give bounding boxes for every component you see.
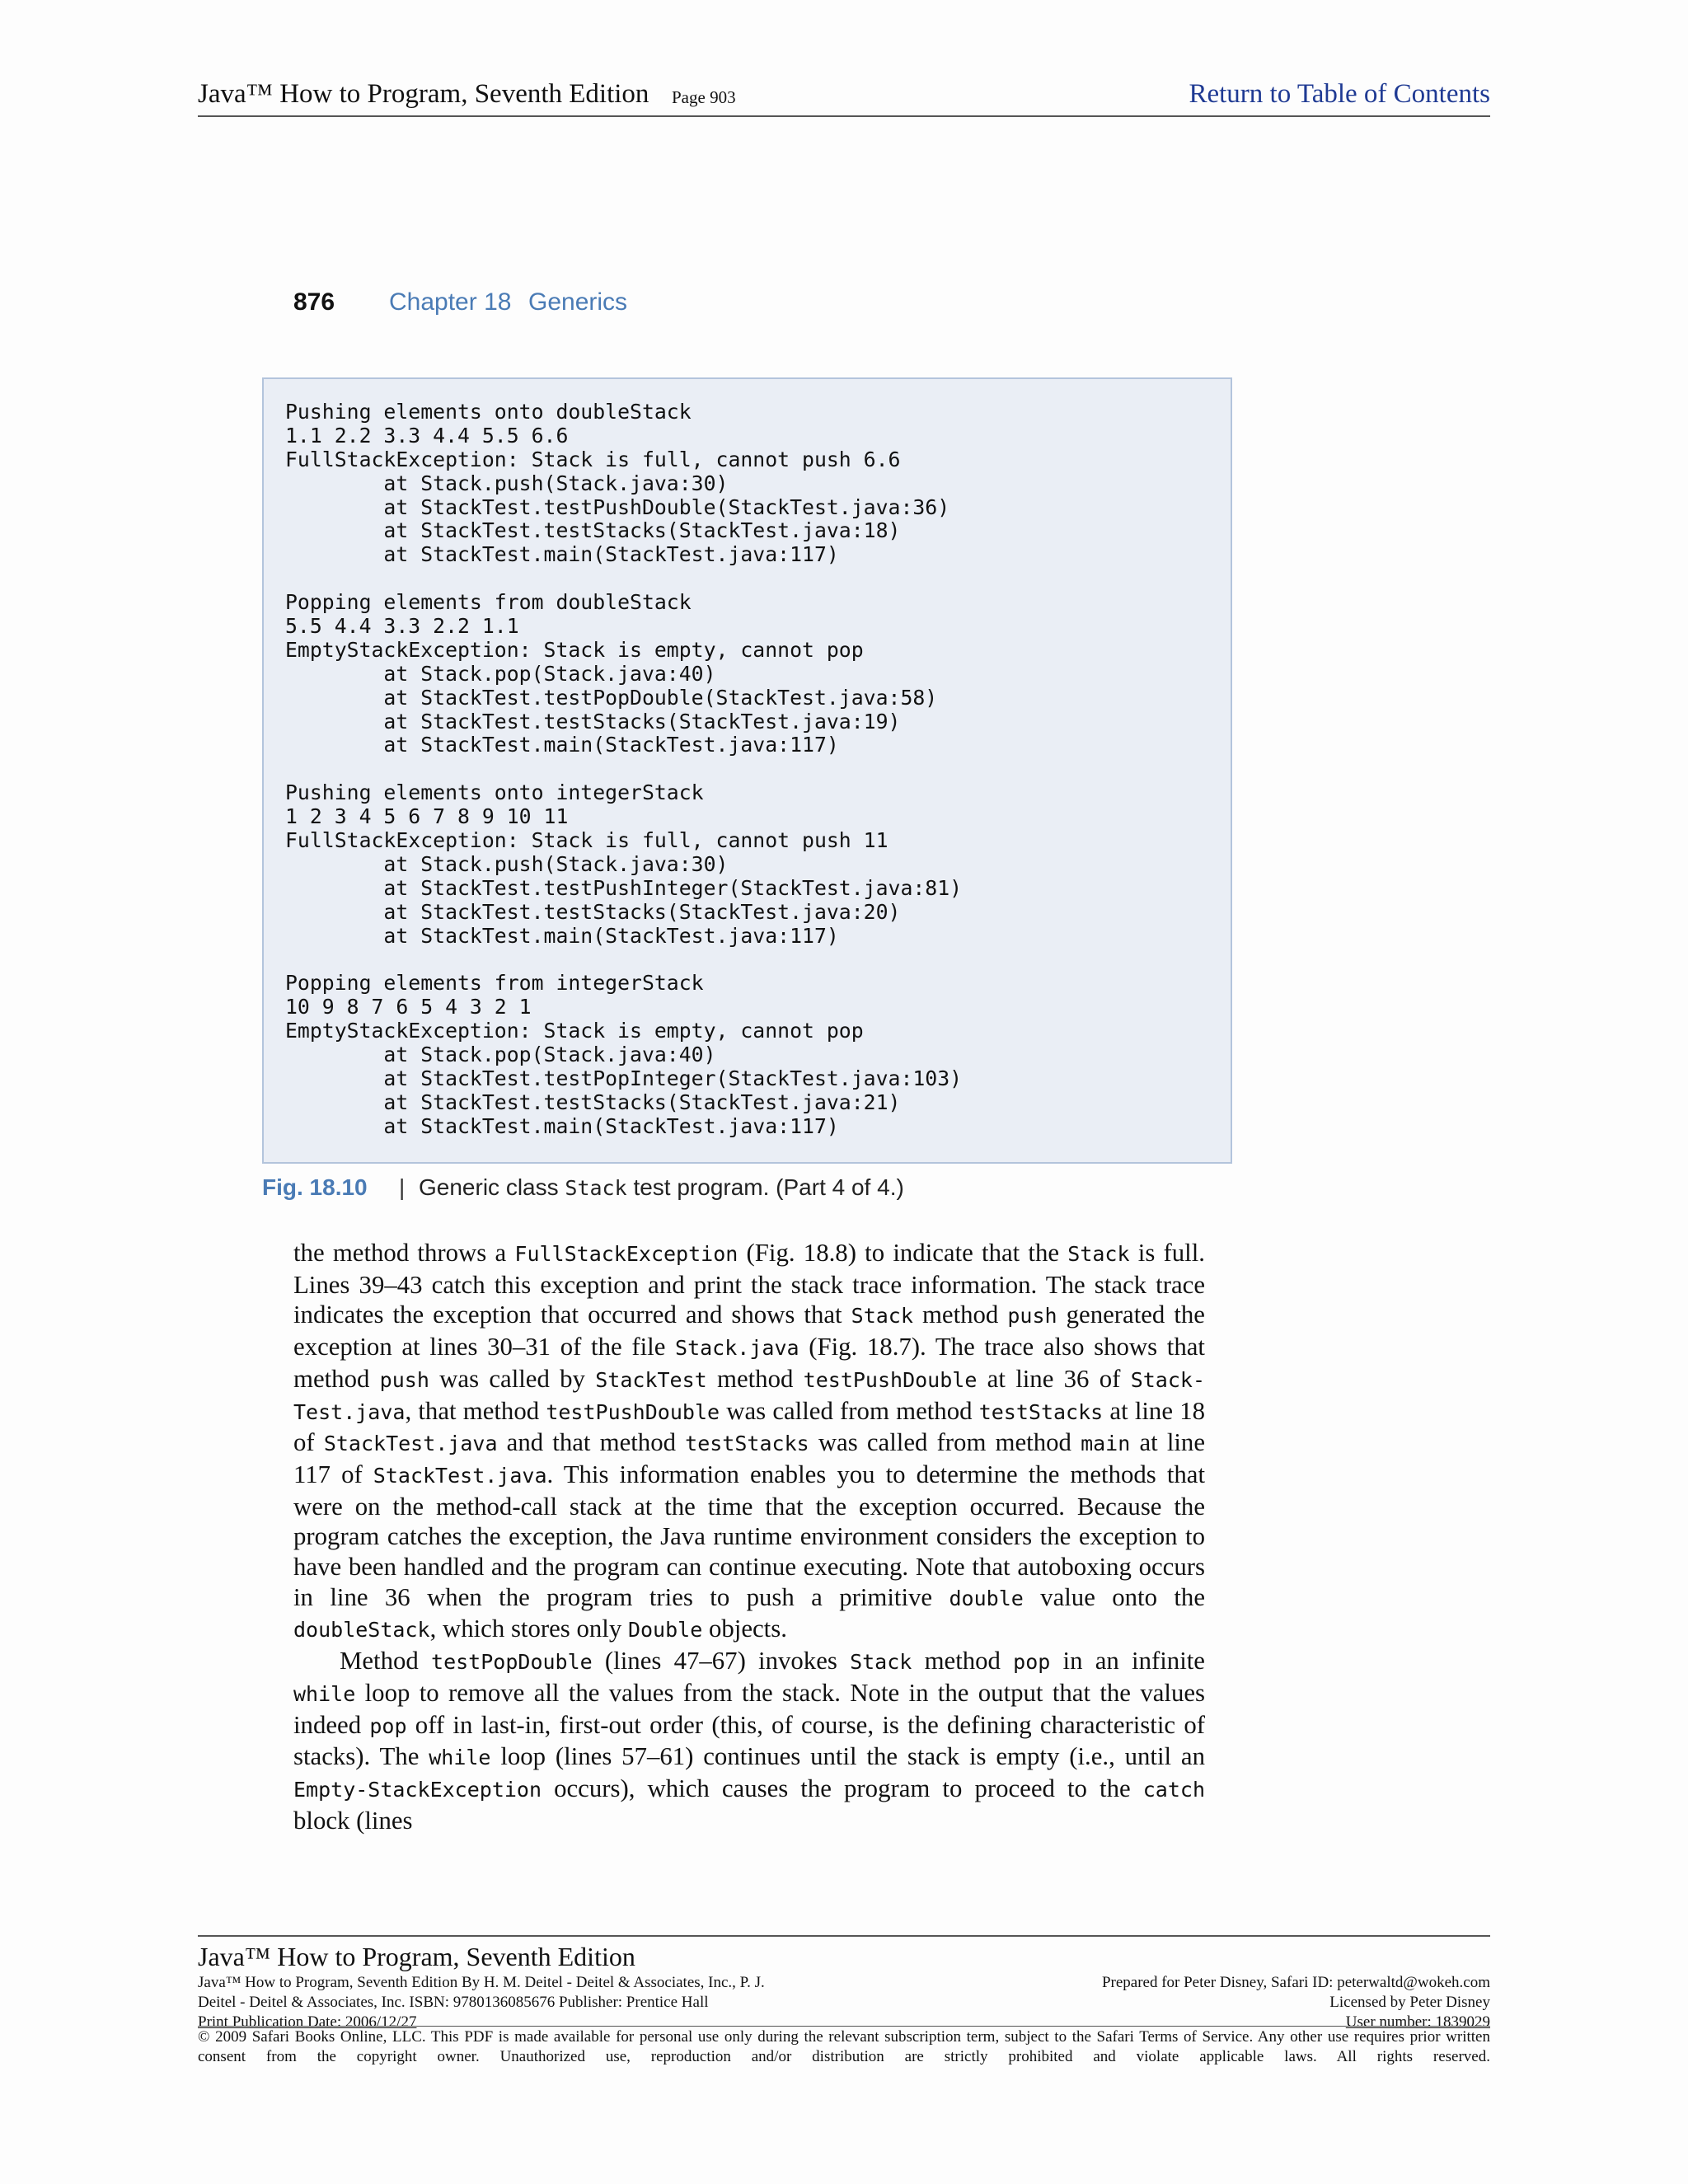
inline-code: main [1081,1432,1131,1456]
chapter-title: Generics [528,288,628,316]
chapter-label: Chapter 18 [389,288,512,316]
text-run: , which stores only [429,1615,628,1643]
inline-code: doubleStack [293,1618,430,1643]
output-line: at StackTest.main(StackTest.java:117) [285,542,839,567]
text-run: (lines 47–67) invokes [592,1647,851,1675]
text-run: value onto the [1023,1582,1205,1611]
output-line: Popping elements from doubleStack [285,590,692,615]
paragraph-2 [293,1646,1205,1835]
inline-code: pop [1013,1650,1051,1675]
inline-code: StackTest [595,1367,707,1392]
inline-code: catch [1142,1777,1205,1802]
output-line: at Stack.pop(Stack.java:40) [285,661,716,686]
output-line: Pushing elements onto integerStack [285,780,704,805]
inline-code: testPushDouble [803,1367,978,1392]
output-line: at Stack.push(Stack.java:30) [285,851,729,876]
text-run: . This information enables you to determine the methods that were on the method-call stack at the time that the exception occurred. Because the program catches the exception, the Java runtime environment considers the exception to have been handled and the program can continue executing. Note that autoboxing occurs in line 36 when the program tries to push a primitive [293,1460,1205,1611]
output-line: at StackTest.main(StackTest.java:117) [285,733,839,757]
output-line: at StackTest.testPushInteger(StackTest.java:81) [285,875,963,900]
inline-code: pop [369,1713,407,1738]
text-run: Method [340,1647,432,1675]
inline-code: Double [627,1618,703,1643]
text-run: and that method [497,1428,686,1457]
page-label: Page 903 [672,87,736,107]
text-run: in an infinite [1050,1647,1205,1675]
output-line: at StackTest.testPopInteger(StackTest.java:103) [285,1066,963,1090]
output-line: Popping elements from integerStack [285,971,704,996]
caption-text [419,1174,904,1201]
caption-separator: | [399,1174,406,1200]
text-run: was called by [429,1364,596,1393]
text-run: (Fig. 18.8) to indicate that the [738,1239,1068,1267]
text-run: loop (lines 57–61) continues until the stack is empty (i.e., until an [490,1742,1205,1771]
page-footer [198,1935,1490,2065]
output-line: Pushing elements onto doubleStack [285,400,692,424]
inline-code: testStacks [978,1399,1104,1424]
footer-left-line: Java™ How to Program, Seventh Edition By H. M. Deitel - Deitel & Associates, Inc., P. J. [198,1974,765,1991]
inline-code: push [379,1367,429,1392]
inline-code: while [429,1746,491,1770]
paragraph-1 [293,1238,1205,1646]
text-run: (Fig. 18.7). The trace also shows that method [293,1333,1205,1393]
inline-code: Stack-Test.java [293,1367,1205,1424]
inline-code: Stack.java [675,1336,799,1361]
book-title: Java™ How to Program, Seventh Edition [198,79,649,109]
page-header [198,73,1490,117]
caption-text-after: test program. (Part 4 of 4.) [626,1174,904,1200]
inline-code: StackTest.java [323,1432,498,1456]
inline-code: Stack [850,1650,912,1675]
text-run: off in last-in, first-out order (this, of course, is the defining characteristic of stacks). The [293,1710,1205,1771]
footer-right-line: User number: 1839029 [1345,2013,1490,2031]
output-line: 1 2 3 4 5 6 7 8 9 10 11 [285,804,569,829]
inline-code: testPushDouble [546,1399,720,1424]
inline-code: push [1007,1304,1057,1329]
output-line: at Stack.push(Stack.java:30) [285,471,729,495]
output-line: 5.5 4.4 3.3 2.2 1.1 [285,614,519,639]
text-run: at line 36 of [977,1364,1131,1393]
output-line: at Stack.pop(Stack.java:40) [285,1043,716,1067]
output-line [285,948,962,972]
output-line [285,757,962,781]
text-run: the method throws a [293,1239,515,1267]
body-text [293,1238,1205,1835]
text-run: objects. [702,1615,787,1643]
program-output [285,401,962,1139]
inline-code: double [949,1586,1024,1610]
inline-code: Stack [1067,1242,1130,1266]
figure-label: Fig. 18.10 [262,1174,368,1200]
output-line: at StackTest.testStacks(StackTest.java:19) [285,709,901,733]
output-line: at StackTest.testPushDouble(StackTest.java:36) [285,494,950,519]
output-line: FullStackException: Stack is full, cannot push 11 [285,828,889,853]
output-line: at StackTest.main(StackTest.java:117) [285,923,839,948]
text-run: at line 18 of [293,1396,1205,1457]
output-line: 1.1 2.2 3.3 4.4 5.5 6.6 [285,423,569,448]
text-run: at line 117 of [293,1428,1205,1488]
text-run: was called from method [809,1428,1081,1457]
text-run: method [912,1301,1008,1329]
inline-code: testPopDouble [431,1650,593,1675]
footer-copyright: © 2009 Safari Books Online, LLC. This PDF is made available for personal use only during the relevant subscription term, subject to the Safari Terms of Service. Any other use requires prior written consent from the copyright owner. Unauthorized use, reproduction and/or distribution are strictly prohibited and violate applicable laws. All rights reserved. [198,2028,1490,2065]
text-run: , that method [405,1396,546,1425]
text-run: is full. Lines 39–43 catch this exception and print the stack trace information. The stack trace indicates the exception that occurred and shows that [293,1239,1205,1329]
output-line: EmptyStackException: Stack is empty, cannot pop [285,1019,864,1043]
text-run: method [912,1647,1014,1675]
inline-code: StackTest.java [373,1463,547,1488]
output-line: at StackTest.testPopDouble(StackTest.java:58) [285,685,938,710]
output-line: at StackTest.testStacks(StackTest.java:20) [285,899,901,924]
footer-right-line: Prepared for Peter Disney, Safari ID: peterwaltd@wokeh.com [1101,1974,1490,1991]
output-line: at StackTest.testStacks(StackTest.java:21) [285,1090,901,1114]
footer-title: Java™ How to Program, Seventh Edition [198,1942,635,1971]
footer-divider [198,2026,1490,2027]
inline-code: while [293,1681,356,1706]
output-line: at StackTest.testStacks(StackTest.java:18) [285,518,901,543]
output-line: at StackTest.main(StackTest.java:117) [285,1113,839,1138]
text-run: generated the exception at lines 30–31 of the file [293,1301,1205,1361]
page-number: 876 [293,288,335,316]
output-line [285,567,962,591]
text-run: method [706,1364,804,1393]
inline-code: testStacks [685,1432,809,1456]
output-line: FullStackException: Stack is full, cannot push 6.6 [285,447,901,471]
inline-code: Stack [851,1304,913,1329]
footer-right-line: Licensed by Peter Disney [1329,1994,1490,2011]
inline-code: Empty-StackException [293,1777,542,1802]
output-line: 10 9 8 7 6 5 4 3 2 1 [285,995,532,1019]
toc-link[interactable]: Return to Table of Contents [1189,79,1490,109]
figure-caption [262,1174,904,1201]
text-run: was called from method [720,1396,979,1425]
caption-text-before: Generic class [419,1174,565,1200]
footer-left-line: Print Publication Date: 2006/12/27 [198,2013,417,2031]
footer-left-line: Deitel - Deitel & Associates, Inc. ISBN: 9780136085676 Publisher: Prentice Hall [198,1994,709,2011]
text-run: block (lines [293,1806,413,1835]
text-run: occurs), which causes the program to proceed to the [542,1774,1143,1802]
program-output-box [262,377,1232,1164]
text-run: loop to remove all the values from the stack. Note in the output that the values indeed [293,1678,1205,1739]
caption-code: Stack [565,1176,627,1200]
output-line: EmptyStackException: Stack is empty, cannot pop [285,637,864,662]
inline-code: FullStackException [514,1242,738,1266]
